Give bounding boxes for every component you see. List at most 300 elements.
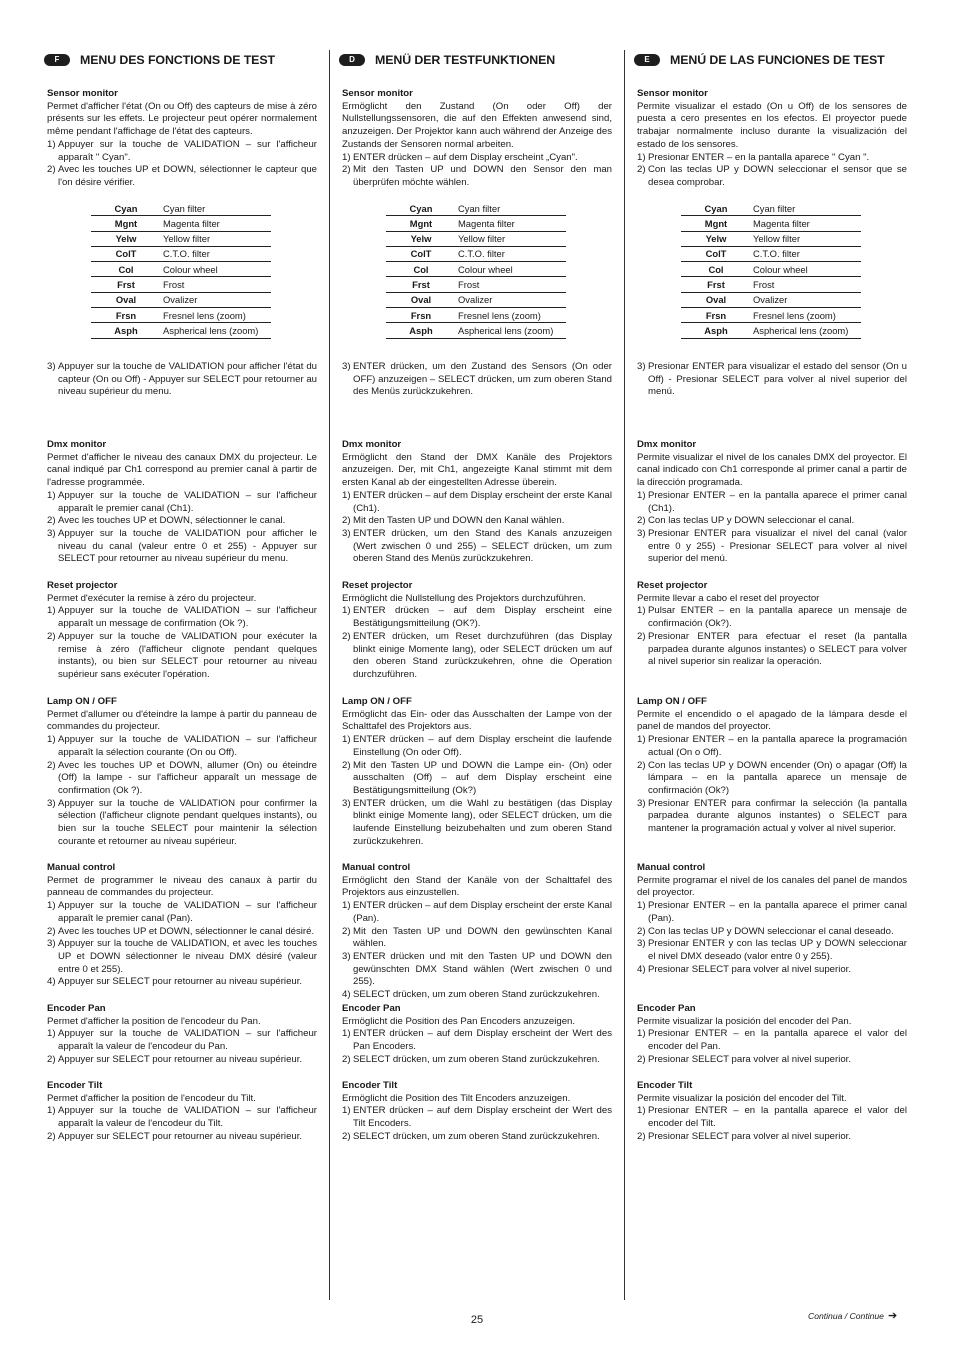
step-item: 1) ENTER drücken – auf dem Display erscheint „Cyan". <box>342 151 578 163</box>
step-number: 2) <box>342 630 351 642</box>
step-number: 3) <box>637 361 646 372</box>
paragraph: Permet d'allumer ou d'éteindre la lampe à partir du panneau de commandes du projecteur. <box>47 708 317 733</box>
language-badge: D <box>339 54 365 66</box>
step-item: 2) Presionar ENTER para efectuar el reset (la pantalla parpadea durante algunos instantes) o SELECT para volver al nivel superior sin realizar la operación. <box>637 630 907 668</box>
table-row <box>681 308 861 323</box>
step-item: 1) ENTER drücken – auf dem Display erscheint der erste Kanal (Pan). <box>342 900 612 924</box>
step-number: 1) <box>637 1028 646 1040</box>
table-cell-desc: Cyan filter <box>753 201 861 216</box>
table-cell-code: Cyan <box>91 201 163 216</box>
step-item: 3) Appuyer sur la touche de VALIDATION pour afficher l'état du capteur (On ou Off) - Appuyer sur SELECT pour retourner au niveau supérieur du menu. <box>47 361 317 398</box>
table-cell-code: Cyan <box>681 201 753 216</box>
step-item: 3) ENTER drücken, um die Wahl zu bestätigen (das Display blinkt einige Momente lang), oder SELECT drücken, um die laufende Einstellung beizubehalten und zum oberen Stand zurückzukehren. <box>342 797 612 847</box>
step-number: 2) <box>47 1130 56 1142</box>
step-number: 2) <box>637 164 646 176</box>
subsection-title: Encoder Tilt <box>342 1080 398 1091</box>
paragraph: Ermöglicht den Stand der Kanäle von der Schalttafel des Projektors aus einzustellen. <box>342 874 612 899</box>
column-divider-2 <box>624 50 625 1300</box>
step-item: 1) Presionar ENTER – en la pantalla aparece el primer canal (Pan). <box>637 900 907 924</box>
table-row <box>91 308 271 323</box>
paragraph: Ermöglicht den Stand der DMX Kanäle des Projektors anzuzeigen. Der, mit Ch1, angezeigte Kanal stimmt mit dem ersten Kanal ab der eingestellten Adresse überein. <box>342 451 612 489</box>
paragraph: Permet d'afficher la position de l'encodeur du Pan. <box>47 1015 261 1027</box>
step-item: 1) ENTER drücken – auf dem Display erscheint der Wert des Tilt Encoders. <box>342 1105 612 1130</box>
step-item: 2) Con las teclas UP y DOWN seleccionar el canal. <box>637 515 855 527</box>
step-item: 4) Appuyer sur SELECT pour retourner au niveau supérieur. <box>47 976 303 988</box>
step-item: 2) Presionar SELECT para volver al nivel superior. <box>637 1130 851 1142</box>
step-list <box>637 490 907 566</box>
step-number: 1) <box>47 1028 56 1040</box>
step-item: 1) Appuyer sur la touche de VALIDATION – sur l'afficheur apparaît la valeur de l'encodeur du Pan. <box>47 1028 317 1053</box>
step-list <box>342 734 612 848</box>
step-item: 2) Con las teclas UP y DOWN encender (On) o apagar (Off) la lámpara – en la pantalla aparece un mensaje de confirmación (Ok?) <box>637 759 907 796</box>
step-item: 2) Mit den Tasten UP und DOWN den Sensor den man überprüfen möchte wählen. <box>342 164 612 188</box>
table-cell-code: Frst <box>91 277 163 292</box>
table-cell-desc: Frost <box>458 277 566 292</box>
step-number: 1) <box>342 151 351 163</box>
step-number: 3) <box>637 527 646 539</box>
table-cell-desc: Cyan filter <box>458 201 566 216</box>
table-row <box>681 201 861 216</box>
step-number: 1) <box>637 900 646 912</box>
table-row <box>386 231 566 246</box>
paragraph: Permet d'afficher la position de l'encodeur du Tilt. <box>47 1092 256 1104</box>
step-list <box>637 1028 907 1066</box>
step-item: 1) Appuyer sur la touche de VALIDATION – sur l'afficheur apparaît la valeur de l'encodeur du Tilt. <box>47 1105 317 1130</box>
column-french <box>47 50 317 1142</box>
table-cell-desc: Ovalizer <box>163 292 271 307</box>
step-number: 1) <box>342 605 351 617</box>
step-number: 2) <box>637 515 646 527</box>
table-row <box>91 323 271 338</box>
table-cell-code: Yelw <box>386 231 458 246</box>
step-list <box>47 139 317 190</box>
step-list <box>47 1028 317 1066</box>
subsection-title: Encoder Tilt <box>637 1080 693 1091</box>
paragraph: Permite llevar a cabo el reset del proyector <box>637 592 820 604</box>
step-number: 4) <box>47 976 56 988</box>
continue-note <box>808 1309 897 1322</box>
language-badge: F <box>44 54 70 66</box>
table-row <box>681 231 861 246</box>
subsection-manual-control <box>637 862 907 976</box>
section-heading: MENU DES FONCTIONS DE TEST <box>80 52 275 67</box>
table-row <box>386 323 566 338</box>
step-item: 1) Appuyer sur la touche de VALIDATION – sur l'afficheur apparaît " Cyan". <box>47 138 317 163</box>
table-cell-desc: Colour wheel <box>458 262 566 277</box>
subsection-title: Lamp ON / OFF <box>342 696 412 707</box>
subsection-manual-control <box>47 862 317 989</box>
table-cell-code: Col <box>386 262 458 277</box>
step-list <box>47 900 317 989</box>
table-cell-desc: Colour wheel <box>753 262 861 277</box>
table-cell-code: ColT <box>681 246 753 261</box>
step-number: 1) <box>637 151 646 163</box>
table-row <box>386 262 566 277</box>
step-item: 3) Presionar ENTER para confirmar la selección (la pantalla parpadea durante algunos instantes) o SELECT para mantener la programación actual y volver al nivel superior. <box>637 797 907 835</box>
step-list <box>637 152 907 190</box>
step-number: 3) <box>342 527 351 539</box>
step-number: 1) <box>47 900 56 912</box>
subsection-title: Sensor monitor <box>47 88 118 99</box>
table-cell-desc: Magenta filter <box>163 216 271 231</box>
subsection-title: Lamp ON / OFF <box>47 696 117 707</box>
step-list <box>342 361 612 399</box>
subsection-reset-projector <box>47 580 317 682</box>
table-cell-desc: Fresnel lens (zoom) <box>458 308 566 323</box>
table-cell-code: Frst <box>386 277 458 292</box>
step-number: 3) <box>342 797 351 809</box>
step-item: 2) SELECT drücken, um zum oberen Stand zurückzukehren. <box>342 1130 600 1142</box>
table-cell-code: Col <box>681 262 753 277</box>
step-number: 3) <box>47 527 56 539</box>
subsection-encoder-tilt <box>637 1080 907 1144</box>
table-cell-desc: Cyan filter <box>163 201 271 216</box>
table-cell-code: Mgnt <box>91 216 163 231</box>
step-number: 2) <box>637 759 646 771</box>
sensor-table <box>91 201 271 339</box>
table-cell-code: Cyan <box>386 201 458 216</box>
step-item: 2) Con las teclas UP y DOWN seleccionar el canal deseado. <box>637 925 894 937</box>
subsection-title: Sensor monitor <box>637 88 708 99</box>
subsection-title: Lamp ON / OFF <box>637 696 707 707</box>
step-number: 1) <box>47 489 56 501</box>
column-divider-1 <box>329 50 330 1300</box>
step-list <box>637 734 907 836</box>
table-cell-code: Mgnt <box>386 216 458 231</box>
table-cell-desc: Frost <box>163 277 271 292</box>
step-number: 3) <box>342 361 351 372</box>
sensor-monitor-section <box>47 88 317 190</box>
step-number: 1) <box>47 1105 56 1117</box>
table-cell-code: Col <box>91 262 163 277</box>
step-item: 2) Appuyer sur la touche de VALIDATION pour exécuter la remise à zéro (l'afficheur clignote pendant quelques instants), ou bien sur SELECT pour retourner au niveau supérieur sans exécuter l'opération. <box>47 630 317 680</box>
table-cell-code: Yelw <box>91 231 163 246</box>
subsection-title: Encoder Pan <box>342 1003 401 1014</box>
subsection-reset-projector <box>342 580 612 682</box>
step-number: 1) <box>342 1105 351 1117</box>
step-item: 3) ENTER drücken und mit den Tasten UP und DOWN den gewünschten DMX Stand wählen (Wert zwischen 0 und 255). <box>342 950 612 988</box>
step-number: 3) <box>47 361 56 372</box>
table-row <box>91 246 271 261</box>
paragraph: Permet d'afficher l'état (On ou Off) des capteurs de mise à zéro présents sur les effets. Le projecteur peut opérer normalement même pendant l'affichage de l'état des capteurs. <box>47 100 317 138</box>
step-number: 1) <box>47 605 56 617</box>
table-cell-desc: C.T.O. filter <box>163 246 271 261</box>
sensor-monitor-section <box>637 88 907 190</box>
step-item: 1) Presionar ENTER – en la pantalla aparece el valor del encoder del Pan. <box>637 1028 907 1053</box>
table-cell-code: Asph <box>681 323 753 338</box>
step-item: 2) Avec les touches UP et DOWN, allumer (On) ou éteindre (Off) la lampe - sur l'afficheur apparaît un message de confirmation (Ok ?). <box>47 759 317 796</box>
paragraph: Permite programar el nivel de los canales del panel de mandos del proyector. <box>637 874 907 899</box>
step-number: 2) <box>342 759 351 771</box>
table-cell-desc: Aspherical lens (zoom) <box>458 323 566 338</box>
subsection-encoder-tilt <box>47 1080 317 1144</box>
sensor-table <box>386 201 566 339</box>
paragraph: Permite visualizar el estado (On u Off) de los sensores de puesta a cero presentes en los efectos. El proyector puede trabajar normalmente incluso durante la visualización del estado de los sensores. <box>637 100 907 150</box>
paragraph: Permet d'afficher le niveau des canaux DMX du projecteur. Le canal indiqué par Ch1 correspond au premier canal à partir de l'adresse programmée. <box>47 451 317 489</box>
step-number: 2) <box>47 925 56 937</box>
paragraph: Permet d'exécuter la remise à zéro du projecteur. <box>47 592 257 604</box>
table-cell-desc: Frost <box>753 277 861 292</box>
step-number: 2) <box>637 1130 646 1142</box>
paragraph: Ermöglicht das Ein- oder das Ausschalten der Lampe von der Schalttafel des Projektors aus. <box>342 708 612 733</box>
step-number: 2) <box>342 515 351 527</box>
step-number: 2) <box>637 630 646 642</box>
table-cell-desc: Yellow filter <box>753 231 861 246</box>
paragraph: Ermöglicht die Nullstellung des Projektors durchzuführen. <box>342 592 586 604</box>
subsection-title: Manual control <box>637 862 706 873</box>
step-item: 1) ENTER drücken – auf dem Display erscheint eine Bestätigungsmitteilung (OK?). <box>342 605 612 630</box>
table-row <box>681 277 861 292</box>
step-number: 1) <box>637 1105 646 1117</box>
table-row <box>386 246 566 261</box>
table-cell-desc: Aspherical lens (zoom) <box>753 323 861 338</box>
column-header <box>47 50 317 70</box>
step-item: 2) Avec les touches UP et DOWN, sélectionner le capteur que l'on désire vérifier. <box>47 164 317 188</box>
table-row <box>386 277 566 292</box>
step-item: 3) ENTER drücken, um den Zustand des Sensors (On oder OFF) anzuzeigen – SELECT drücken, um zum oberen Stand des Menüs zurückzukehren. <box>342 361 612 398</box>
sensor-monitor-section <box>342 88 612 190</box>
subsection-title: Manual control <box>342 862 411 873</box>
step-item: 2) ENTER drücken, um Reset durchzuführen (das Display blinkt einige Momente lang), oder SELECT drücken um auf den oberen Stand zurückzukehren, ohne die Operation durchzuführen. <box>342 630 612 680</box>
table-cell-code: Yelw <box>681 231 753 246</box>
step-list <box>637 1105 907 1143</box>
column-header <box>342 50 612 70</box>
step-item: 3) Appuyer sur la touche de VALIDATION, et avec les touches UP et DOWN sélectionner le niveau DMX désiré (valeur entre 0 et 255). <box>47 938 317 975</box>
sensor-table <box>681 201 861 339</box>
table-cell-code: Frsn <box>386 308 458 323</box>
step-number: 2) <box>47 1053 56 1065</box>
table-row <box>91 216 271 231</box>
subsection-title: Manual control <box>47 862 116 873</box>
step-item: 3) Appuyer sur la touche de VALIDATION pour confirmer la sélection (l'afficheur clignote pendant quelques instants), ou bien sur la touche SELECT pour maintenir la sélection courante et retourner au niveau supérieur. <box>47 797 317 847</box>
step-item: 2) Mit den Tasten UP und DOWN den Kanal wählen. <box>342 515 565 527</box>
step-number: 1) <box>47 734 56 746</box>
paragraph: Ermöglicht den Zustand (On oder Off) der Nullstellungssensoren, die auf den Effekten anwesend sind, anzuzeigen. Der Projektor kann auch während der Anzeige des Zustands der Sensoren normal arbeiten. <box>342 100 612 150</box>
step-number: 2) <box>47 164 56 176</box>
step-list <box>342 1105 612 1143</box>
step-number: 3) <box>342 950 351 962</box>
step-number: 1) <box>637 489 646 501</box>
subsection-encoder-pan <box>637 1003 907 1067</box>
step-list <box>47 490 317 566</box>
subsection-title: Reset projector <box>342 580 413 591</box>
step-item: 4) Presionar SELECT para volver al nivel superior. <box>637 963 851 975</box>
sensor-step-3 <box>47 361 317 399</box>
step-item: 2) Appuyer sur SELECT pour retourner au niveau supérieur. <box>47 1053 303 1065</box>
sensor-step-3 <box>342 361 612 399</box>
table-row <box>386 201 566 216</box>
step-item: 1) Appuyer sur la touche de VALIDATION – sur l'afficheur apparaît le premier canal (Ch1). <box>47 489 317 514</box>
subsection-title: Reset projector <box>637 580 708 591</box>
table-cell-desc: Fresnel lens (zoom) <box>163 308 271 323</box>
table-row <box>386 308 566 323</box>
table-cell-desc: Magenta filter <box>458 216 566 231</box>
step-item: 2) Mit den Tasten UP und DOWN den gewünschten Kanal wählen. <box>342 925 612 950</box>
table-cell-code: Oval <box>386 292 458 307</box>
step-number: 1) <box>342 734 351 746</box>
step-list <box>637 605 907 669</box>
table-cell-code: Frsn <box>91 308 163 323</box>
step-list <box>342 490 612 566</box>
step-list <box>47 734 317 848</box>
table-cell-desc: Yellow filter <box>458 231 566 246</box>
step-list <box>47 361 317 399</box>
step-number: 2) <box>47 515 56 527</box>
step-item: 3) Appuyer sur la touche de VALIDATION pour afficher le niveau du canal (valeur entre 0 et 255) - Appuyer sur SELECT pour retourner au niveau supérieur du menu. <box>47 527 317 565</box>
step-item: 1) ENTER drücken – auf dem Display erscheint der erste Kanal (Ch1). <box>342 489 612 514</box>
table-cell-code: Frsn <box>681 308 753 323</box>
step-number: 1) <box>342 489 351 501</box>
subsection-encoder-pan <box>47 1003 317 1067</box>
table-cell-desc: Aspherical lens (zoom) <box>163 323 271 338</box>
step-item: 3) Presionar ENTER para visualizar el estado del sensor (On u Off) - Presionar SELECT para volver al nivel superior del menú. <box>637 361 907 398</box>
table-cell-code: Asph <box>91 323 163 338</box>
table-cell-desc: C.T.O. filter <box>753 246 861 261</box>
paragraph: Ermöglicht die Position des Tilt Encoders anzuzeigen. <box>342 1092 571 1104</box>
section-heading: MENÜ DER TESTFUNKTIONEN <box>375 52 556 67</box>
table-row <box>681 323 861 338</box>
step-item: 1) Pulsar ENTER – en la pantalla aparece un mensaje de confirmación (Ok?). <box>637 605 907 630</box>
table-cell-code: Oval <box>91 292 163 307</box>
table-row <box>91 231 271 246</box>
table-cell-desc: Fresnel lens (zoom) <box>753 308 861 323</box>
step-item: 2) Presionar SELECT para volver al nivel superior. <box>637 1053 851 1065</box>
step-number: 2) <box>342 1053 351 1065</box>
step-number: 2) <box>637 1053 646 1065</box>
step-item: 1) Presionar ENTER – en la pantalla aparece el primer canal (Ch1). <box>637 489 907 514</box>
table-cell-code: Frst <box>681 277 753 292</box>
subsection-title: Sensor monitor <box>342 88 413 99</box>
step-number: 1) <box>637 734 646 746</box>
table-row <box>91 262 271 277</box>
table-row <box>91 201 271 216</box>
table-cell-code: Oval <box>681 292 753 307</box>
step-list <box>342 1028 612 1066</box>
step-list <box>342 900 612 1002</box>
step-list <box>47 1105 317 1143</box>
subsection-title: Dmx monitor <box>342 439 402 450</box>
paragraph: Permite visualizar la posición del encoder del Pan. <box>637 1015 852 1027</box>
step-item: 3) ENTER drücken, um den Stand des Kanals anzuzeigen (Wert zwischen 0 und 255) – SELECT drücken, um zum oberen Stand des Menüs zurückzukehren. <box>342 527 612 565</box>
step-number: 3) <box>47 797 56 809</box>
table-row <box>681 262 861 277</box>
step-item: 1) Presionar ENTER – en la pantalla aparece la programación actual (On o Off). <box>637 734 907 758</box>
subsection-lamp-on-off <box>637 696 907 836</box>
step-number: 2) <box>47 759 56 771</box>
step-number: 3) <box>637 938 646 950</box>
step-item: 1) Appuyer sur la touche de VALIDATION – sur l'afficheur apparaît un message de confirmation (Ok ?). <box>47 605 317 630</box>
step-item: 1) ENTER drücken – auf dem Display erscheint die laufende Einstellung (On oder Off). <box>342 734 612 758</box>
step-item: 2) Avec les touches UP et DOWN, sélectionner le canal désiré. <box>47 925 315 937</box>
step-list <box>637 900 907 976</box>
step-item: 3) Presionar ENTER y con las teclas UP y DOWN seleccionar el nivel DMX deseado (valor entre 0 y 255). <box>637 938 907 962</box>
step-item: 3) Presionar ENTER para visualizar el nivel del canal (valor entre 0 y 255) - Presionar SELECT para volver al nivel superior del menú. <box>637 527 907 565</box>
paragraph: Permite el encendido o el apagado de la lámpara desde el panel de mandos del proyector. <box>637 708 907 733</box>
table-cell-code: Asph <box>386 323 458 338</box>
step-item: 2) SELECT drücken, um zum oberen Stand zurückzukehren. <box>342 1053 600 1065</box>
table-row <box>681 292 861 307</box>
table-cell-code: ColT <box>386 246 458 261</box>
step-number: 1) <box>342 900 351 912</box>
table-cell-desc: Yellow filter <box>163 231 271 246</box>
table-cell-code: Mgnt <box>681 216 753 231</box>
table-cell-desc: Ovalizer <box>458 292 566 307</box>
subsection-title: Dmx monitor <box>47 439 107 450</box>
step-item: 2) Avec les touches UP et DOWN, sélectionner le canal. <box>47 515 286 527</box>
continue-label: Continua / Continue <box>808 1311 884 1321</box>
table-cell-desc: Magenta filter <box>753 216 861 231</box>
step-number: 3) <box>637 797 646 809</box>
step-number: 2) <box>47 630 56 642</box>
step-number: 2) <box>342 925 351 937</box>
table-cell-desc: C.T.O. filter <box>458 246 566 261</box>
step-item: 1) ENTER drücken – auf dem Display erscheint der Wert des Pan Encoders. <box>342 1028 612 1053</box>
table-row <box>681 246 861 261</box>
subsection-encoder-tilt <box>342 1080 612 1144</box>
table-row <box>91 292 271 307</box>
step-item: 2) Appuyer sur SELECT pour retourner au niveau supérieur. <box>47 1130 303 1142</box>
column-header <box>637 50 907 70</box>
arrow-right-icon: ➔ <box>887 1310 898 1322</box>
subsection-lamp-on-off <box>342 696 612 848</box>
step-item: 1) Appuyer sur la touche de VALIDATION – sur l'afficheur apparaît la sélection courante (On ou Off). <box>47 734 317 758</box>
step-list <box>342 152 612 190</box>
step-number: 4) <box>342 989 351 1001</box>
table-row <box>91 277 271 292</box>
subsection-encoder-pan <box>342 1003 612 1067</box>
step-number: 1) <box>637 605 646 617</box>
paragraph: Permet de programmer le niveau des canaux à partir du panneau de commandes du projecteur. <box>47 874 317 899</box>
subsection-dmx-monitor <box>342 439 612 566</box>
step-item: 2) Con las teclas UP y DOWN seleccionar el sensor que se desea comprobar. <box>637 164 907 188</box>
step-number: 2) <box>342 164 351 176</box>
step-number: 3) <box>47 938 56 950</box>
subsection-title: Reset projector <box>47 580 118 591</box>
step-item: 1) Appuyer sur la touche de VALIDATION – sur l'afficheur apparaît le premier canal (Pan). <box>47 900 317 924</box>
step-list <box>342 605 612 681</box>
step-number: 4) <box>637 963 646 975</box>
subsection-dmx-monitor <box>637 439 907 566</box>
step-number: 1) <box>342 1028 351 1040</box>
subsection-lamp-on-off <box>47 696 317 848</box>
step-item: 4) SELECT drücken, um zum oberen Stand zurückzukehren. <box>342 989 600 1001</box>
section-heading: MENÚ DE LAS FUNCIONES DE TEST <box>670 52 885 67</box>
step-number: 2) <box>342 1130 351 1142</box>
subsection-reset-projector <box>637 580 907 669</box>
paragraph: Permite visualizar el nivel de los canales DMX del proyector. El canal indicado con Ch1 corresponde al primer canal a partir de la dirección programada. <box>637 451 907 489</box>
step-item: 1) Presionar ENTER – en la pantalla aparece " Cyan ". <box>637 151 870 163</box>
table-cell-desc: Ovalizer <box>753 292 861 307</box>
step-list <box>47 605 317 681</box>
table-row <box>681 216 861 231</box>
subsection-dmx-monitor <box>47 439 317 566</box>
table-cell-code: ColT <box>91 246 163 261</box>
table-row <box>386 216 566 231</box>
page-number: 25 <box>470 1314 484 1326</box>
table-row <box>386 292 566 307</box>
subsection-title: Dmx monitor <box>637 439 697 450</box>
subsection-title: Encoder Tilt <box>47 1080 103 1091</box>
step-number: 1) <box>47 138 56 150</box>
step-list <box>637 361 907 399</box>
paragraph: Permite visualizar la posición del encoder del Tilt. <box>637 1092 847 1104</box>
subsection-title: Encoder Pan <box>47 1003 106 1014</box>
table-cell-desc: Colour wheel <box>163 262 271 277</box>
step-item: 1) Presionar ENTER – en la pantalla aparece el valor del encoder del Tilt. <box>637 1105 907 1130</box>
step-item: 2) Mit den Tasten UP und DOWN die Lampe ein- (On) oder ausschalten (Off) – auf dem Display erscheint eine Bestätigungsmitteilung (Ok?) <box>342 759 612 796</box>
column-german <box>342 50 612 1142</box>
column-spanish <box>637 50 907 1142</box>
